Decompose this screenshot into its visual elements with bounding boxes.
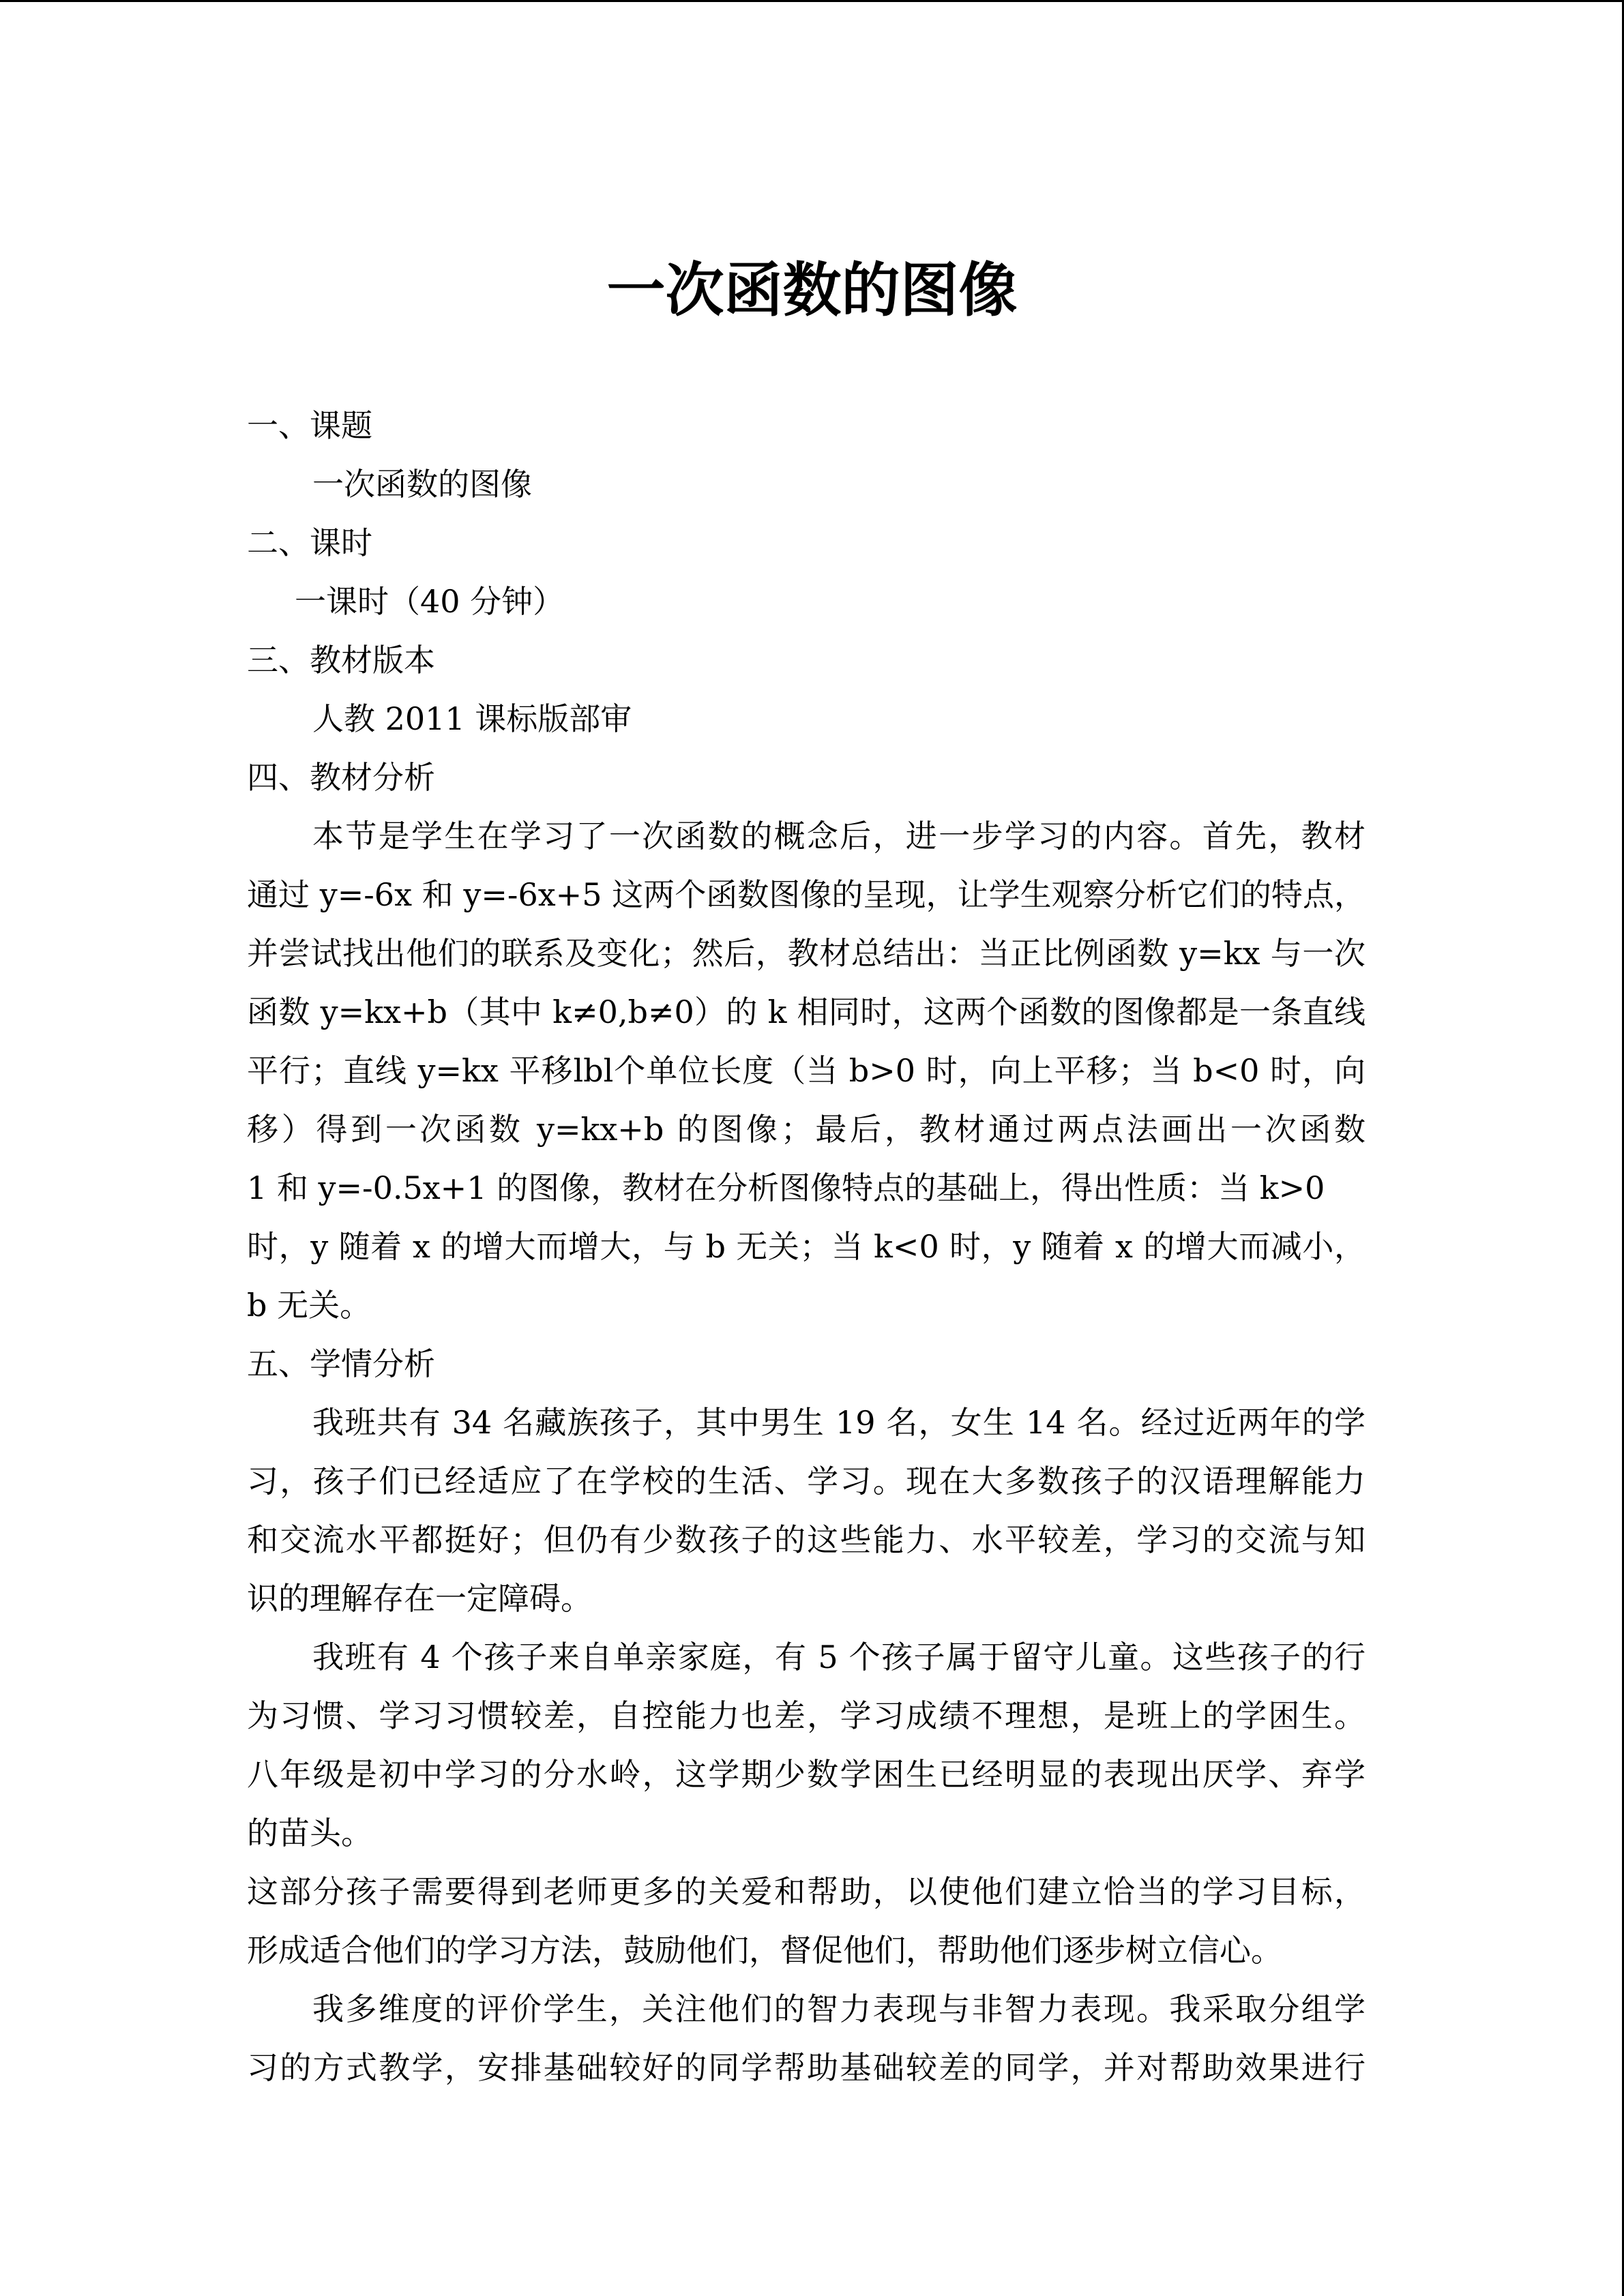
line-text: 形成适合他们的学习方法，鼓励他们，督促他们，帮助他们逐步树立信心。 bbox=[247, 1932, 1282, 1969]
line-text: 函数 y=kx+b（其中 k≠0,b≠0）的 k 相同时，这两个函数的图像都是一条直线 bbox=[247, 994, 1365, 1030]
text-line bbox=[247, 748, 1365, 807]
line-text: b 无关。 bbox=[247, 1287, 372, 1324]
line-text: 我多维度的评价学生，关注他们的智力表现与非智力表现。我采取分组学 bbox=[312, 1991, 1365, 2027]
text-line bbox=[247, 1510, 1365, 1569]
line-text: 和交流水平都挺好；但仍有少数孩子的这些能力、水平较差，学习的交流与知 bbox=[247, 1521, 1365, 1558]
line-text: 习的方式教学，安排基础较好的同学帮助基础较差的同学，并对帮助效果进行 bbox=[247, 2049, 1365, 2086]
text-line bbox=[247, 1569, 1365, 1628]
document-body bbox=[247, 396, 1365, 2097]
line-text: 五、学情分析 bbox=[247, 1345, 435, 1382]
text-line bbox=[247, 1217, 1365, 1276]
line-text: 为习惯、学习习惯较差，自控能力也差，学习成绩不理想，是班上的学困生。 bbox=[247, 1697, 1365, 1734]
text-line bbox=[247, 513, 1365, 572]
text-line bbox=[247, 2038, 1365, 2097]
line-text: 识的理解存在一定障碍。 bbox=[247, 1580, 592, 1617]
text-line bbox=[247, 1100, 1365, 1159]
text-line bbox=[247, 631, 1365, 689]
line-text: 一、课题 bbox=[247, 407, 372, 444]
text-line bbox=[247, 1980, 1365, 2038]
text-line bbox=[247, 1452, 1365, 1510]
text-line bbox=[247, 1393, 1365, 1452]
line-text: 三、教材版本 bbox=[247, 642, 435, 679]
text-line bbox=[247, 1041, 1365, 1100]
text-line bbox=[247, 1862, 1365, 1921]
line-text: 通过 y=-6x 和 y=-6x+5 这两个函数图像的呈现，让学生观察分析它们的特点， bbox=[247, 876, 1365, 913]
text-line bbox=[247, 924, 1365, 983]
text-line bbox=[247, 865, 1365, 924]
page-title: 一次函数的图像 bbox=[606, 256, 1018, 325]
text-line bbox=[247, 1159, 1365, 1217]
text-line bbox=[247, 396, 1365, 455]
line-text: 并尝试找出他们的联系及变化；然后，教材总结出：当正比例函数 y=kx 与一次 bbox=[247, 935, 1365, 972]
text-line bbox=[247, 983, 1365, 1041]
line-text: 移）得到一次函数 y=kx+b 的图像；最后，教材通过两点法画出一次函数 bbox=[247, 1111, 1365, 1148]
text-line bbox=[247, 1628, 1365, 1686]
line-text: 这部分孩子需要得到老师更多的关爱和帮助，以使他们建立恰当的学习目标， bbox=[247, 1873, 1365, 1910]
line-text: 一次函数的图像 bbox=[312, 466, 532, 503]
text-line bbox=[247, 1276, 1365, 1335]
text-line bbox=[247, 455, 1365, 513]
line-text: 我班共有 34 名藏族孩子，其中男生 19 名，女生 14 名。经过近两年的学 bbox=[312, 1404, 1365, 1441]
line-text: 二、课时 bbox=[247, 524, 372, 561]
line-text: 人教 2011 课标版部审 bbox=[312, 700, 632, 737]
line-text: 我班有 4 个孩子来自单亲家庭，有 5 个孩子属于留守儿童。这些孩子的行 bbox=[312, 1639, 1365, 1675]
line-text: 习，孩子们已经适应了在学校的生活、学习。现在大多数孩子的汉语理解能力 bbox=[247, 1463, 1365, 1500]
line-text: 八年级是初中学习的分水岭，这学期少数学困生已经明显的表现出厌学、弃学 bbox=[247, 1756, 1365, 1793]
line-text: 时，y 随着 x 的增大而增大，与 b 无关；当 k<0 时，y 随着 x 的增大而减小， bbox=[247, 1228, 1365, 1265]
line-text: 的苗头。 bbox=[247, 1815, 372, 1851]
text-line bbox=[247, 689, 1365, 748]
text-line bbox=[247, 572, 1365, 631]
text-line bbox=[247, 1804, 1365, 1862]
line-text: 1 和 y=-0.5x+1 的图像，教材在分析图像特点的基础上，得出性质：当 k>0 bbox=[247, 1169, 1325, 1206]
text-line bbox=[247, 1745, 1365, 1804]
text-line bbox=[247, 807, 1365, 865]
line-text: 平行；直线 y=kx 平移lbl个单位长度（当 b>0 时，向上平移；当 b<0 时，向 bbox=[247, 1052, 1365, 1089]
text-line bbox=[247, 1335, 1365, 1393]
line-text: 本节是学生在学习了一次函数的概念后，进一步学习的内容。首先，教材 bbox=[312, 818, 1365, 854]
text-line bbox=[247, 1686, 1365, 1745]
line-text: 四、教材分析 bbox=[247, 759, 435, 796]
line-text: 一课时（40 分钟） bbox=[295, 583, 565, 620]
text-line bbox=[247, 1921, 1365, 1980]
